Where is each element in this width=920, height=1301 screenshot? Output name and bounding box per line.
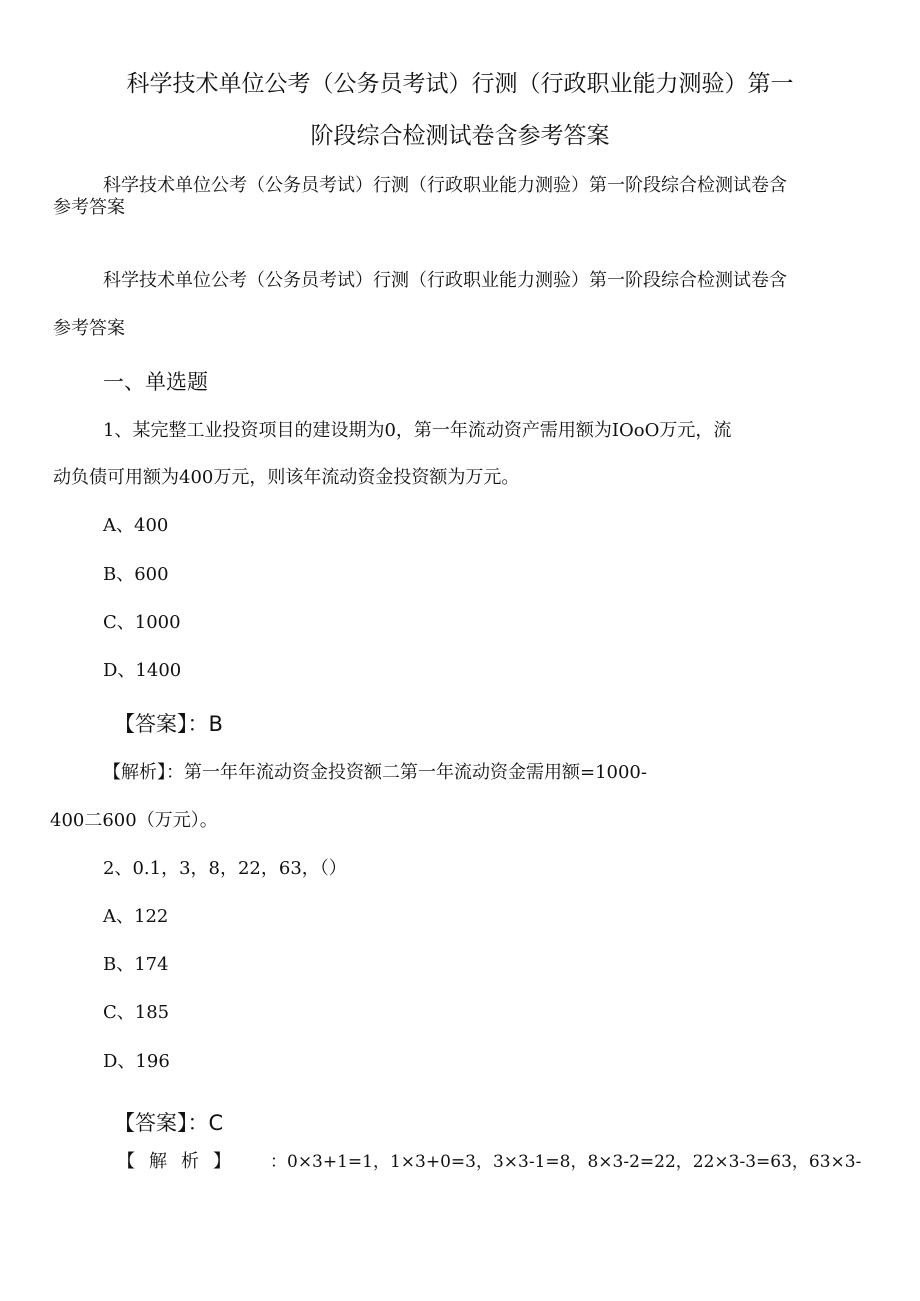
section-heading: 一、单选题 [103,370,208,394]
question-1-stem-line-2: 动负债可用额为400万元，则该年流动资金投资额为万元。 [53,467,520,488]
intro-paragraph-1-line-1: 科学技术单位公考（公务员考试）行测（行政职业能力测验）第一阶段综合检测试卷含 [103,175,787,196]
intro-paragraph-2-line-1: 科学技术单位公考（公务员考试）行测（行政职业能力测验）第一阶段综合检测试卷含 [103,270,787,291]
document-title-line-2: 阶段综合检测试卷含参考答案 [310,123,610,149]
question-1-option-d: D、1400 [103,660,182,681]
intro-paragraph-1-line-2: 参考答案 [53,197,125,218]
question-1-analysis-line-1: 【解析】：第一年年流动资金投资额二第一年流动资金需用额=1000- [103,762,647,783]
question-1-analysis-line-2: 400二600（万元）。 [50,810,218,831]
question-1-stem-line-1: 1、某完整工业投资项目的建设期为0，第一年流动资产需用额为IOoO万元，流 [103,420,732,441]
question-2-analysis-label: 【解析】 [117,1151,245,1172]
question-2-option-b: B、174 [103,954,169,975]
question-1-option-b: B、600 [103,564,169,585]
question-1-option-c: C、1000 [103,612,181,633]
question-2-stem: 2、0.1，3，8，22，63，（） [103,858,347,879]
question-2-analysis-line-1: ：0×3+1=1，1×3+0=3，3×3-1=8，8×3-2=22，22×3-3=63，63×3- [270,1152,862,1172]
question-1-answer: 【答案】：B [114,712,223,736]
document-title-line-1: 科学技术单位公考（公务员考试）行测（行政职业能力测验）第一 [126,71,794,97]
question-2-option-a: A、122 [103,906,169,927]
question-2-answer: 【答案】：C [114,1111,224,1135]
intro-paragraph-2-line-2: 参考答案 [53,318,125,339]
question-1-option-a: A、400 [103,515,169,536]
question-2-option-d: D、196 [103,1051,170,1072]
question-2-option-c: C、185 [103,1002,170,1023]
